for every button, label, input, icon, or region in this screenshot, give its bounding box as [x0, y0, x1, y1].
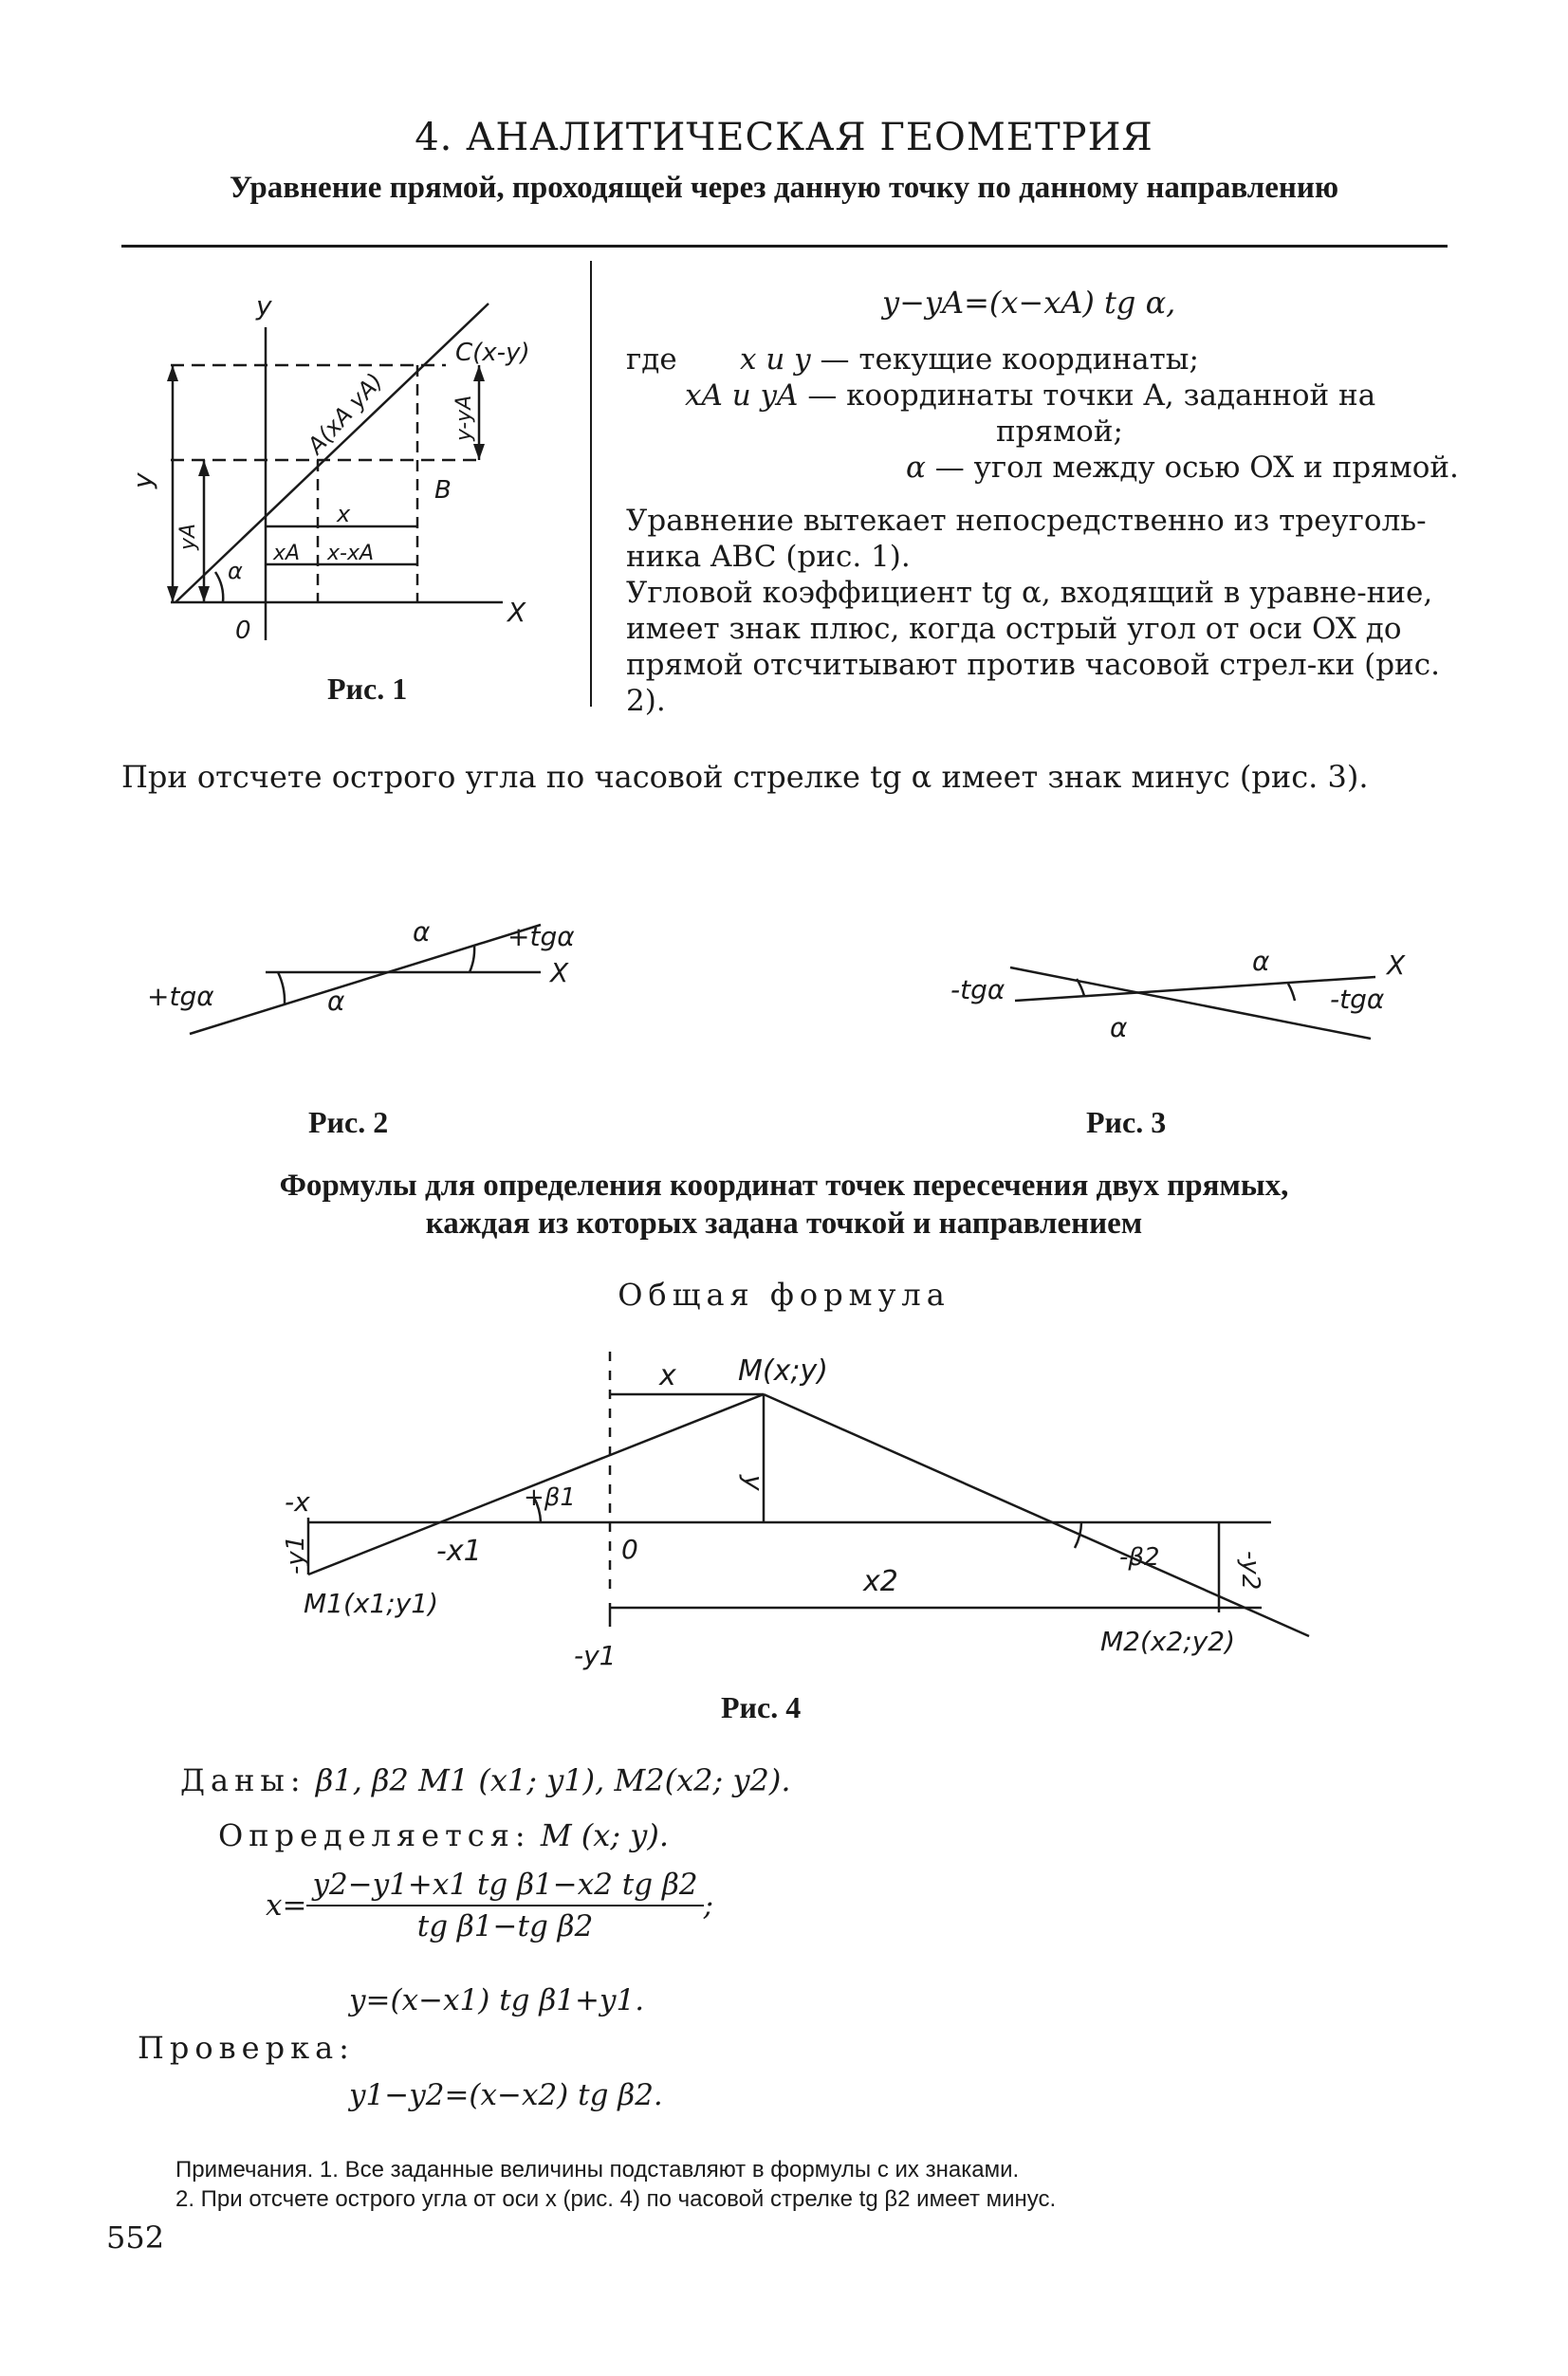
fig4-minus-x: -x	[285, 1486, 310, 1518]
fig4-y-vert: y	[738, 1475, 769, 1491]
def1-text: — текущие координаты;	[820, 342, 1199, 377]
determined-label: Определяется:	[218, 1817, 531, 1853]
general-formula-heading: Общая формула	[618, 1277, 950, 1313]
fig1-y-axis-label: y	[256, 290, 272, 322]
note-line-2: 2. При отсчете острого угла от оси x (рис. 4) по часовой стрелке tg β2 имеет минус.	[175, 2186, 1057, 2212]
formula-x	[266, 1867, 713, 1944]
def2-text: — координаты точки A, заданной на	[807, 378, 1376, 413]
figure-4	[266, 1342, 1319, 1703]
fig1-xa-label: xA	[273, 542, 301, 565]
fig1-point-c: C(x-y)	[455, 339, 530, 367]
fig1-x-label: x	[337, 501, 351, 527]
formula-x-end: ;	[703, 1888, 714, 1923]
given-text: β1, β2 M1 (x1; y1), M2(x2; y2).	[315, 1762, 791, 1798]
formula-x-denominator: tg β1−tg β2	[416, 1909, 594, 1943]
given-label: Даны:	[180, 1762, 306, 1798]
main-equation: y−yA=(x−xA) tg α,	[882, 285, 1176, 321]
column-divider	[590, 261, 592, 707]
fig2-alpha-bottom: α	[327, 985, 345, 1017]
def3-vars: α	[906, 451, 926, 485]
section-title: 4. АНАЛИТИЧЕСКАЯ ГЕОМЕТРИЯ	[415, 116, 1153, 159]
check-formula: y1−y2=(x−x2) tg β2.	[349, 2078, 663, 2112]
where-label: где	[626, 342, 677, 377]
formulas-title-line2: каждая из которых задана точкой и направлением	[425, 1206, 1143, 1241]
figure-2	[142, 906, 617, 1048]
fig1-x-axis-label: X	[507, 597, 526, 628]
subsection-title: Уравнение прямой, проходящей через данную точку по данному направлению	[229, 171, 1339, 205]
fig2-plus-tg-right: +tgα	[507, 921, 575, 952]
fig4-beta1: +β1	[524, 1483, 576, 1512]
fig2-plus-tg-left: +tgα	[147, 981, 214, 1012]
def1-vars: x и y	[740, 342, 811, 377]
paragraph-1: Уравнение вытекает непосредственно из треуголь-ника ABC (рис. 1).	[626, 504, 1427, 574]
check-label: Проверка:	[138, 2030, 355, 2066]
fig4-minus-y2: -y2	[1236, 1551, 1264, 1591]
fig3-caption: Рис. 3	[1086, 1105, 1167, 1139]
fig1-alpha-label: α	[228, 558, 243, 584]
fig4-point-m2: M2(x2;y2)	[1100, 1626, 1236, 1657]
fig3-alpha-top: α	[1252, 946, 1270, 977]
def2-vars: xA и yA	[685, 378, 799, 413]
def2-cont: прямой;	[996, 414, 1123, 449]
fig4-minus-y1-bottom: -y1	[574, 1640, 617, 1671]
fig3-minus-tg-left: -tgα	[950, 974, 1005, 1005]
paragraph-2: Угловой коэффициент tg α, входящий в уравне-ние, имеет знак плюс, когда острый угол от оси OX до прямой отсчитывают против часовой стрел-ки (рис. 2).	[626, 576, 1440, 718]
fig3-alpha-bottom: α	[1110, 1012, 1128, 1043]
fig1-point-b: B	[434, 476, 452, 505]
minus-sign-note: При отсчете острого угла по часовой стрелке tg α имеет знак минус (рис. 3).	[121, 759, 1369, 795]
def3-text: — угол между осью OX и прямой.	[934, 451, 1459, 485]
fig4-point-m: M(x;y)	[738, 1354, 828, 1388]
fig4-x2: x2	[863, 1565, 898, 1598]
fig4-minus-beta2: -β2	[1119, 1543, 1160, 1572]
fig1-caption: Рис. 1	[327, 672, 408, 706]
formulas-title-line1: Формулы для определения координат точек пересечения двух прямых,	[279, 1169, 1289, 1203]
formula-x-lhs: x=	[266, 1888, 307, 1923]
fig4-point-m1: M1(x1;y1)	[304, 1588, 439, 1619]
fig1-origin-label: 0	[235, 617, 251, 645]
fig4-minus-x1: -x1	[436, 1535, 482, 1568]
fig3-minus-tg-right: -tgα	[1330, 984, 1385, 1015]
fig1-y-minus-ya-label: y-yA	[452, 395, 476, 441]
figure-3	[930, 934, 1442, 1053]
fig4-origin: 0	[621, 1534, 638, 1565]
formula-x-numerator: y2−y1+x1 tg β1−x2 tg β2	[306, 1867, 703, 1906]
header-rule	[121, 245, 1448, 248]
fig2-x-axis-label: X	[550, 957, 569, 988]
fig1-y-label: y	[127, 472, 158, 488]
fig3-x-axis-label: X	[1387, 949, 1406, 981]
fig2-caption: Рис. 2	[308, 1105, 389, 1139]
fig1-x-minus-xa-label: x-xA	[327, 542, 375, 565]
fig2-alpha-top: α	[413, 916, 431, 948]
fig1-ya-label: yA	[176, 523, 200, 550]
fig4-minus-y1-left: -y1	[282, 1535, 310, 1575]
page-number: 552	[106, 2219, 165, 2256]
formula-y: y=(x−x1) tg β1+y1.	[349, 1983, 645, 2017]
fig4-caption: Рис. 4	[721, 1690, 802, 1724]
figure-1	[123, 275, 579, 673]
note-line-1: Примечания. 1. Все заданные величины подставляют в формулы с их знаками.	[175, 2157, 1020, 2183]
fig4-x-top: x	[659, 1359, 676, 1392]
fig1-point-a: A(xA yA)	[302, 367, 389, 460]
determined-text: M (x; y).	[540, 1817, 669, 1853]
